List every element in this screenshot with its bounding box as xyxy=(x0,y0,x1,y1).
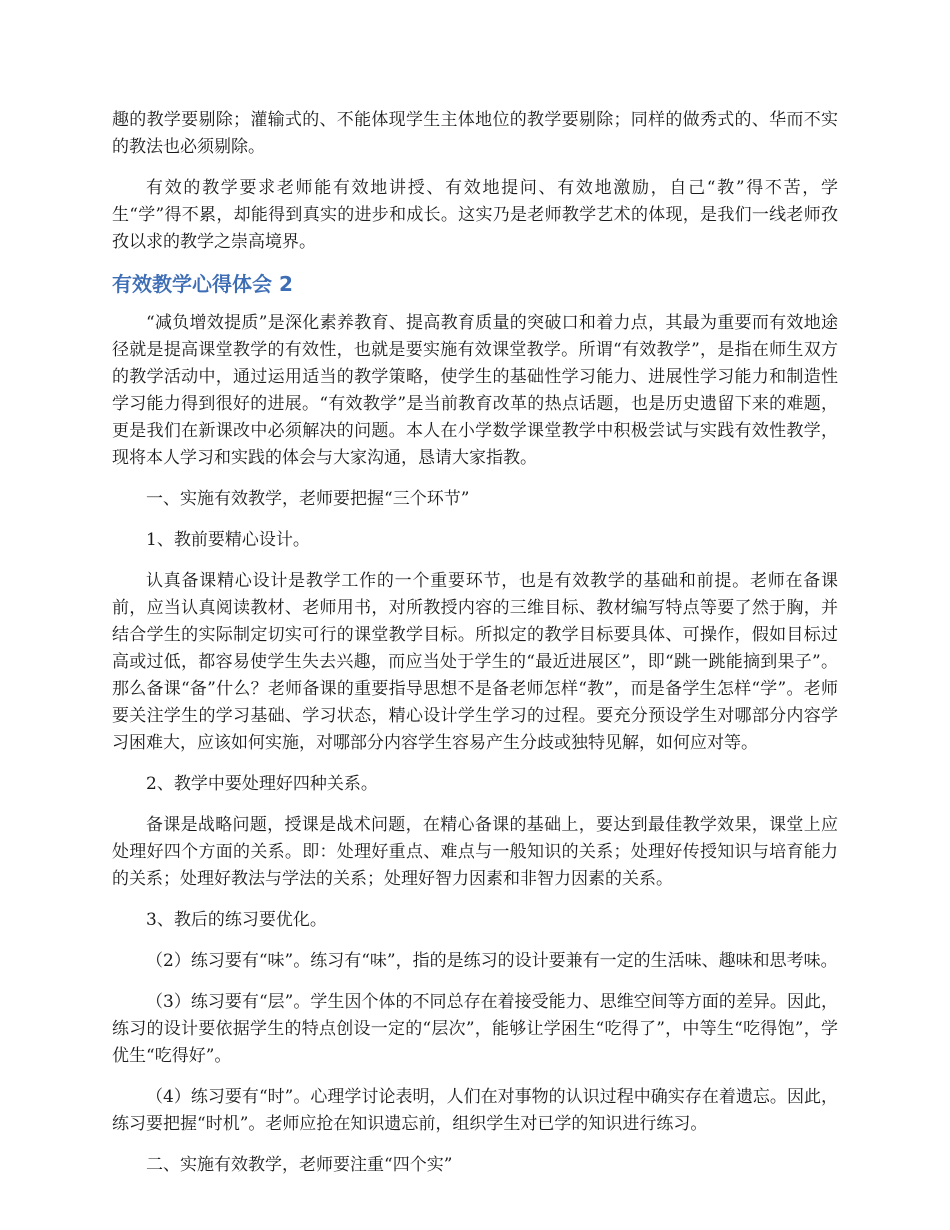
intro-paragraph-2: 有效的教学要求老师能有效地讲授、有效地提问、有效地激励，自己“教”得不苦，学生“学”得不累，却能得到真实的进步和成长。这实乃是老师教学艺术的体现，是我们一线老师孜孜以求的教学之崇高境界。 xyxy=(112,178,838,252)
body-paragraph-practice-taste: （2）练习要有“味”。练习有“味”，指的是练习的设计要兼有一定的生活味、趣味和思考味。 xyxy=(146,951,838,971)
body-paragraph-relations: 备课是战略问题，授课是战术问题，在精心备课的基础上，要达到最佳教学效果，课堂上应处理好四个方面的关系。即：处理好重点、难点与一般知识的关系；处理好传授知识与培育能力的关系；处理好教法与学法的关系；处理好智力因素和非智力因素的关系。 xyxy=(112,815,838,889)
intro-paragraph-1: 趣的教学要剔除；灌输式的、不能体现学生主体地位的教学要剔除；同样的做秀式的、华而不实的教法也必须剔除。 xyxy=(112,110,838,157)
subheading-item-3: 3、教后的练习要优化。 xyxy=(146,910,327,930)
document-page xyxy=(112,107,838,1193)
subheading-item-2: 2、教学中要处理好四种关系。 xyxy=(146,774,378,794)
body-paragraph-prepare: 认真备课精心设计是教学工作的一个重要环节，也是有效教学的基础和前提。老师在备课前，应当认真阅读教材、老师用书，对所教授内容的三维目标、教材编写特点等要了然于胸，并结合学生的实际制定切实可行的课堂教学目标。所拟定的教学目标要具体、可操作，假如目标过高或过低，都容易使学生失去兴趣，而应当处于学生的“最近进展区”，即“跳一跳能摘到果子”。 那么备课“备”什么？老师备课的重要指导思想不是备老师怎样“教”，而是备学生怎样“学”。老师要关注学生的学习基础、学习状态，精心设计学生学习的过程。要充分预设学生对哪部分内容学习困难大，应该如何实施，对哪部分内容学生容易产生分歧或独特见解，如何应对等。 xyxy=(112,571,838,753)
subheading-four-facts: 二、实施有效教学，老师要注重“四个实” xyxy=(146,1155,453,1175)
body-paragraph-intro: “减负增效提质”是深化素养教育、提高教育质量的突破口和着力点，其最为重要而有效地途径就是提高课堂教学的有效性，也就是要实施有效课堂教学。所谓“有效教学”，是指在师生双方的教学活动中，通过运用适当的教学策略，使学生的基础性学习能力、进展性学习能力和制造性学习能力得到很好的进展。“有效教学”是当前教育改革的热点话题，也是历史遗留下来的难题，更是我们在新课改中必须解决的问题。本人在小学数学课堂教学中积极尝试与实践有效性教学，现将本人学习和实践的体会与大家沟通，恳请大家指教。 xyxy=(112,313,838,468)
body-paragraph-practice-timing: （4）练习要有“时”。心理学讨论表明，人们在对事物的认识过程中确实存在着遗忘。因此，练习要把握“时机”。老师应抢在知识遗忘前，组织学生对已学的知识进行练习。 xyxy=(112,1087,838,1134)
section-title: 有效教学心得体会 2 xyxy=(112,272,293,296)
subheading-item-1: 1、教前要精心设计。 xyxy=(146,530,310,550)
subheading-three-links: 一、实施有效教学，老师要把握“三个环节” xyxy=(146,489,470,509)
body-paragraph-practice-level: （3）练习要有“层”。学生因个体的不同总存在着接受能力、思维空间等方面的差异。因此，练习的设计要依据学生的特点创设一定的“层次”，能够让学困生“吃得了”，中等生“吃得饱”，学优生“吃得好”。 xyxy=(112,992,838,1066)
